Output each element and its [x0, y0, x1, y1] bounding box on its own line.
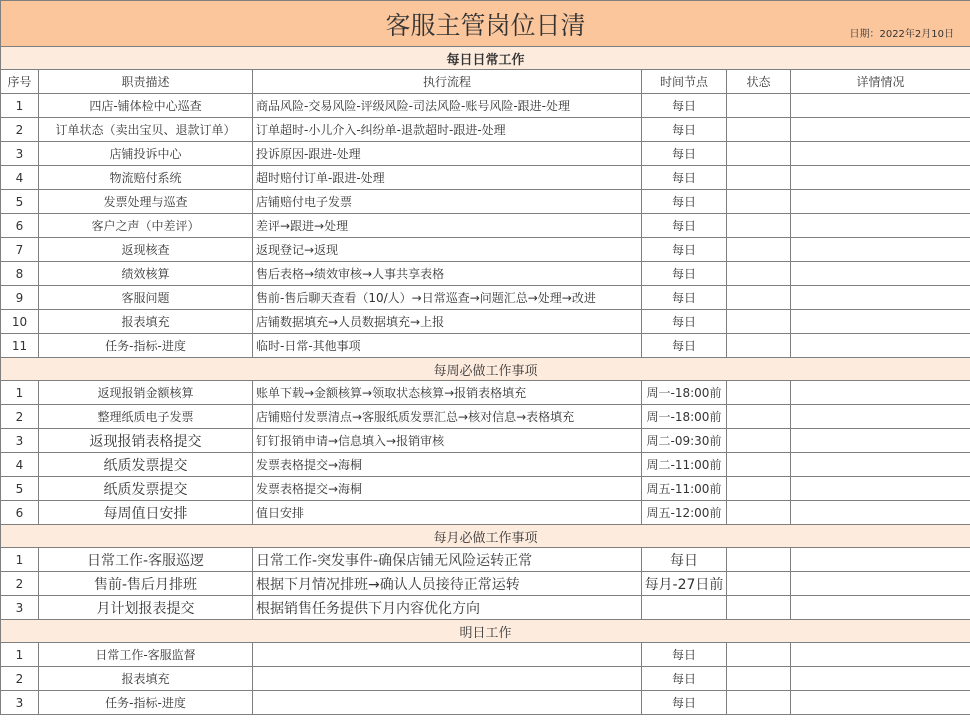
duty-description: 纸质发票提交	[39, 477, 253, 501]
duty-description: 整理纸质电子发票	[39, 405, 253, 429]
table-row	[1, 381, 970, 405]
execution-flow: 根据销售任务提供下月内容优化方向	[253, 596, 642, 620]
duty-description: 发票处理与巡查	[39, 190, 253, 214]
row-number: 9	[1, 286, 39, 310]
time-node: 每日	[642, 118, 727, 142]
duty-description: 报表填充	[39, 310, 253, 334]
table-row	[1, 596, 970, 620]
time-node: 每日	[642, 238, 727, 262]
row-number: 3	[1, 142, 39, 166]
table-row	[1, 548, 970, 572]
time-node: 每日	[642, 286, 727, 310]
duty-description: 四店-铺体检中心巡查	[39, 94, 253, 118]
row-number: 5	[1, 477, 39, 501]
execution-flow: 临时-日常-其他事项	[253, 334, 642, 358]
execution-flow: 差评→跟进→处理	[253, 214, 642, 238]
execution-flow: 根据下月情况排班→确认人员接待正常运转	[253, 572, 642, 596]
details-cell	[791, 334, 970, 358]
status-cell	[727, 286, 791, 310]
table-row	[1, 214, 970, 238]
row-number: 11	[1, 334, 39, 358]
execution-flow: 账单下载→金额核算→领取状态核算→报销表格填充	[253, 381, 642, 405]
details-cell	[791, 643, 970, 667]
time-node: 每日	[642, 643, 727, 667]
row-number: 8	[1, 262, 39, 286]
status-cell	[727, 166, 791, 190]
details-cell	[791, 238, 970, 262]
status-cell	[727, 118, 791, 142]
table-row	[1, 190, 970, 214]
duty-description: 日常工作-客服监督	[39, 643, 253, 667]
row-number: 4	[1, 453, 39, 477]
section-header-row	[1, 358, 970, 381]
column-header: 执行流程	[253, 70, 642, 94]
details-cell	[791, 429, 970, 453]
row-number: 6	[1, 501, 39, 525]
section-title: 每月必做工作事项	[1, 525, 970, 548]
status-cell	[727, 262, 791, 286]
row-number: 1	[1, 643, 39, 667]
time-node: 每日	[642, 691, 727, 715]
time-node: 周一-18:00前	[642, 381, 727, 405]
time-node: 每日	[642, 667, 727, 691]
details-cell	[791, 691, 970, 715]
row-number: 3	[1, 429, 39, 453]
details-cell	[791, 572, 970, 596]
execution-flow: 售后表格→绩效审核→人事共享表格	[253, 262, 642, 286]
execution-flow: 日常工作-突发事件-确保店铺无风险运转正常	[253, 548, 642, 572]
details-cell	[791, 262, 970, 286]
time-node: 每日	[642, 94, 727, 118]
row-number: 7	[1, 238, 39, 262]
table-row	[1, 643, 970, 667]
row-number: 2	[1, 118, 39, 142]
details-cell	[791, 548, 970, 572]
time-node: 每日	[642, 334, 727, 358]
duty-description: 绩效核算	[39, 262, 253, 286]
duty-description: 物流赔付系统	[39, 166, 253, 190]
status-cell	[727, 94, 791, 118]
execution-flow	[253, 691, 642, 715]
status-cell	[727, 572, 791, 596]
details-cell	[791, 667, 970, 691]
table-row	[1, 286, 970, 310]
date-label: 日期：	[849, 29, 880, 40]
column-header-row	[1, 70, 970, 94]
duty-description: 返现报销金额核算	[39, 381, 253, 405]
section-title: 每周必做工作事项	[1, 358, 970, 381]
duty-description: 店铺投诉中心	[39, 142, 253, 166]
row-number: 4	[1, 166, 39, 190]
column-header: 时间节点	[642, 70, 727, 94]
sheet-title-cell	[1, 1, 970, 47]
section-title: 每日日常工作	[1, 47, 970, 70]
details-cell	[791, 453, 970, 477]
duty-description: 返现核查	[39, 238, 253, 262]
status-cell	[727, 310, 791, 334]
details-cell	[791, 501, 970, 525]
details-cell	[791, 310, 970, 334]
duty-description: 每周值日安排	[39, 501, 253, 525]
status-cell	[727, 548, 791, 572]
time-node: 每日	[642, 190, 727, 214]
status-cell	[727, 453, 791, 477]
details-cell	[791, 94, 970, 118]
table-row	[1, 142, 970, 166]
table-row	[1, 262, 970, 286]
status-cell	[727, 643, 791, 667]
section-header-row	[1, 47, 970, 70]
execution-flow: 投诉原因-跟进-处理	[253, 142, 642, 166]
duty-description: 订单状态（卖出宝贝、退款订单）	[39, 118, 253, 142]
time-node: 每日	[642, 142, 727, 166]
section-header-row	[1, 525, 970, 548]
details-cell	[791, 190, 970, 214]
duty-description: 任务-指标-进度	[39, 334, 253, 358]
column-header: 序号	[1, 70, 39, 94]
status-cell	[727, 142, 791, 166]
duty-description: 客户之声（中差评）	[39, 214, 253, 238]
status-cell	[727, 691, 791, 715]
details-cell	[791, 381, 970, 405]
execution-flow: 值日安排	[253, 501, 642, 525]
execution-flow: 售前-售后聊天查看（10/人）→日常巡查→问题汇总→处理→改进	[253, 286, 642, 310]
table-row	[1, 166, 970, 190]
status-cell	[727, 405, 791, 429]
execution-flow: 钉钉报销申请→信息填入→报销审核	[253, 429, 642, 453]
execution-flow: 店铺赔付发票清点→客服纸质发票汇总→核对信息→表格填充	[253, 405, 642, 429]
status-cell	[727, 477, 791, 501]
execution-flow: 店铺赔付电子发票	[253, 190, 642, 214]
row-number: 5	[1, 190, 39, 214]
details-cell	[791, 166, 970, 190]
time-node: 周一-18:00前	[642, 405, 727, 429]
column-header: 职责描述	[39, 70, 253, 94]
execution-flow: 超时赔付订单-跟进-处理	[253, 166, 642, 190]
duty-description: 纸质发票提交	[39, 453, 253, 477]
duty-description: 客服问题	[39, 286, 253, 310]
status-cell	[727, 429, 791, 453]
row-number: 1	[1, 381, 39, 405]
row-number: 6	[1, 214, 39, 238]
row-number: 10	[1, 310, 39, 334]
execution-flow: 订单超时-小儿介入-纠纷单-退款超时-跟进-处理	[253, 118, 642, 142]
row-number: 2	[1, 405, 39, 429]
details-cell	[791, 596, 970, 620]
details-cell	[791, 405, 970, 429]
time-node: 周二-09:30前	[642, 429, 727, 453]
row-number: 3	[1, 596, 39, 620]
row-number: 1	[1, 548, 39, 572]
time-node: 每日	[642, 310, 727, 334]
details-cell	[791, 286, 970, 310]
details-cell	[791, 142, 970, 166]
table-row	[1, 118, 970, 142]
table-row	[1, 429, 970, 453]
duty-description: 报表填充	[39, 667, 253, 691]
sheet-title: 客服主管岗位日清	[385, 10, 586, 40]
table-row	[1, 94, 970, 118]
section-title: 明日工作	[1, 620, 970, 643]
row-number: 2	[1, 572, 39, 596]
table-row	[1, 572, 970, 596]
section-header-row	[1, 620, 970, 643]
time-node: 周五-12:00前	[642, 501, 727, 525]
duty-description: 月计划报表提交	[39, 596, 253, 620]
execution-flow: 发票表格提交→海桐	[253, 477, 642, 501]
table-row	[1, 477, 970, 501]
execution-flow: 店铺数据填充→人员数据填充→上报	[253, 310, 642, 334]
time-node	[642, 596, 727, 620]
details-cell	[791, 118, 970, 142]
time-node: 每日	[642, 548, 727, 572]
table-row	[1, 691, 970, 715]
duty-description: 返现报销表格提交	[39, 429, 253, 453]
status-cell	[727, 596, 791, 620]
execution-flow: 发票表格提交→海桐	[253, 453, 642, 477]
execution-flow: 商品风险-交易风险-评级风险-司法风险-账号风险-跟进-处理	[253, 94, 642, 118]
report-date	[849, 25, 954, 40]
table-row	[1, 667, 970, 691]
status-cell	[727, 190, 791, 214]
time-node: 每月-27日前	[642, 572, 727, 596]
execution-flow	[253, 667, 642, 691]
row-number: 2	[1, 667, 39, 691]
status-cell	[727, 214, 791, 238]
execution-flow: 返现登记→返现	[253, 238, 642, 262]
table-row	[1, 334, 970, 358]
status-cell	[727, 238, 791, 262]
table-row	[1, 501, 970, 525]
column-header: 状态	[727, 70, 791, 94]
time-node: 周二-11:00前	[642, 453, 727, 477]
status-cell	[727, 501, 791, 525]
table-row	[1, 310, 970, 334]
time-node: 每日	[642, 166, 727, 190]
details-cell	[791, 477, 970, 501]
status-cell	[727, 334, 791, 358]
row-number: 3	[1, 691, 39, 715]
status-cell	[727, 667, 791, 691]
details-cell	[791, 214, 970, 238]
time-node: 每日	[642, 214, 727, 238]
date-value: 2022年2月10日	[879, 29, 955, 40]
table-row	[1, 453, 970, 477]
duty-description: 任务-指标-进度	[39, 691, 253, 715]
column-header: 详情情况	[791, 70, 970, 94]
status-cell	[727, 381, 791, 405]
duty-description: 日常工作-客服巡逻	[39, 548, 253, 572]
row-number: 1	[1, 94, 39, 118]
execution-flow	[253, 643, 642, 667]
table-row	[1, 405, 970, 429]
table-row	[1, 238, 970, 262]
time-node: 每日	[642, 262, 727, 286]
duty-description: 售前-售后月排班	[39, 572, 253, 596]
time-node: 周五-11:00前	[642, 477, 727, 501]
